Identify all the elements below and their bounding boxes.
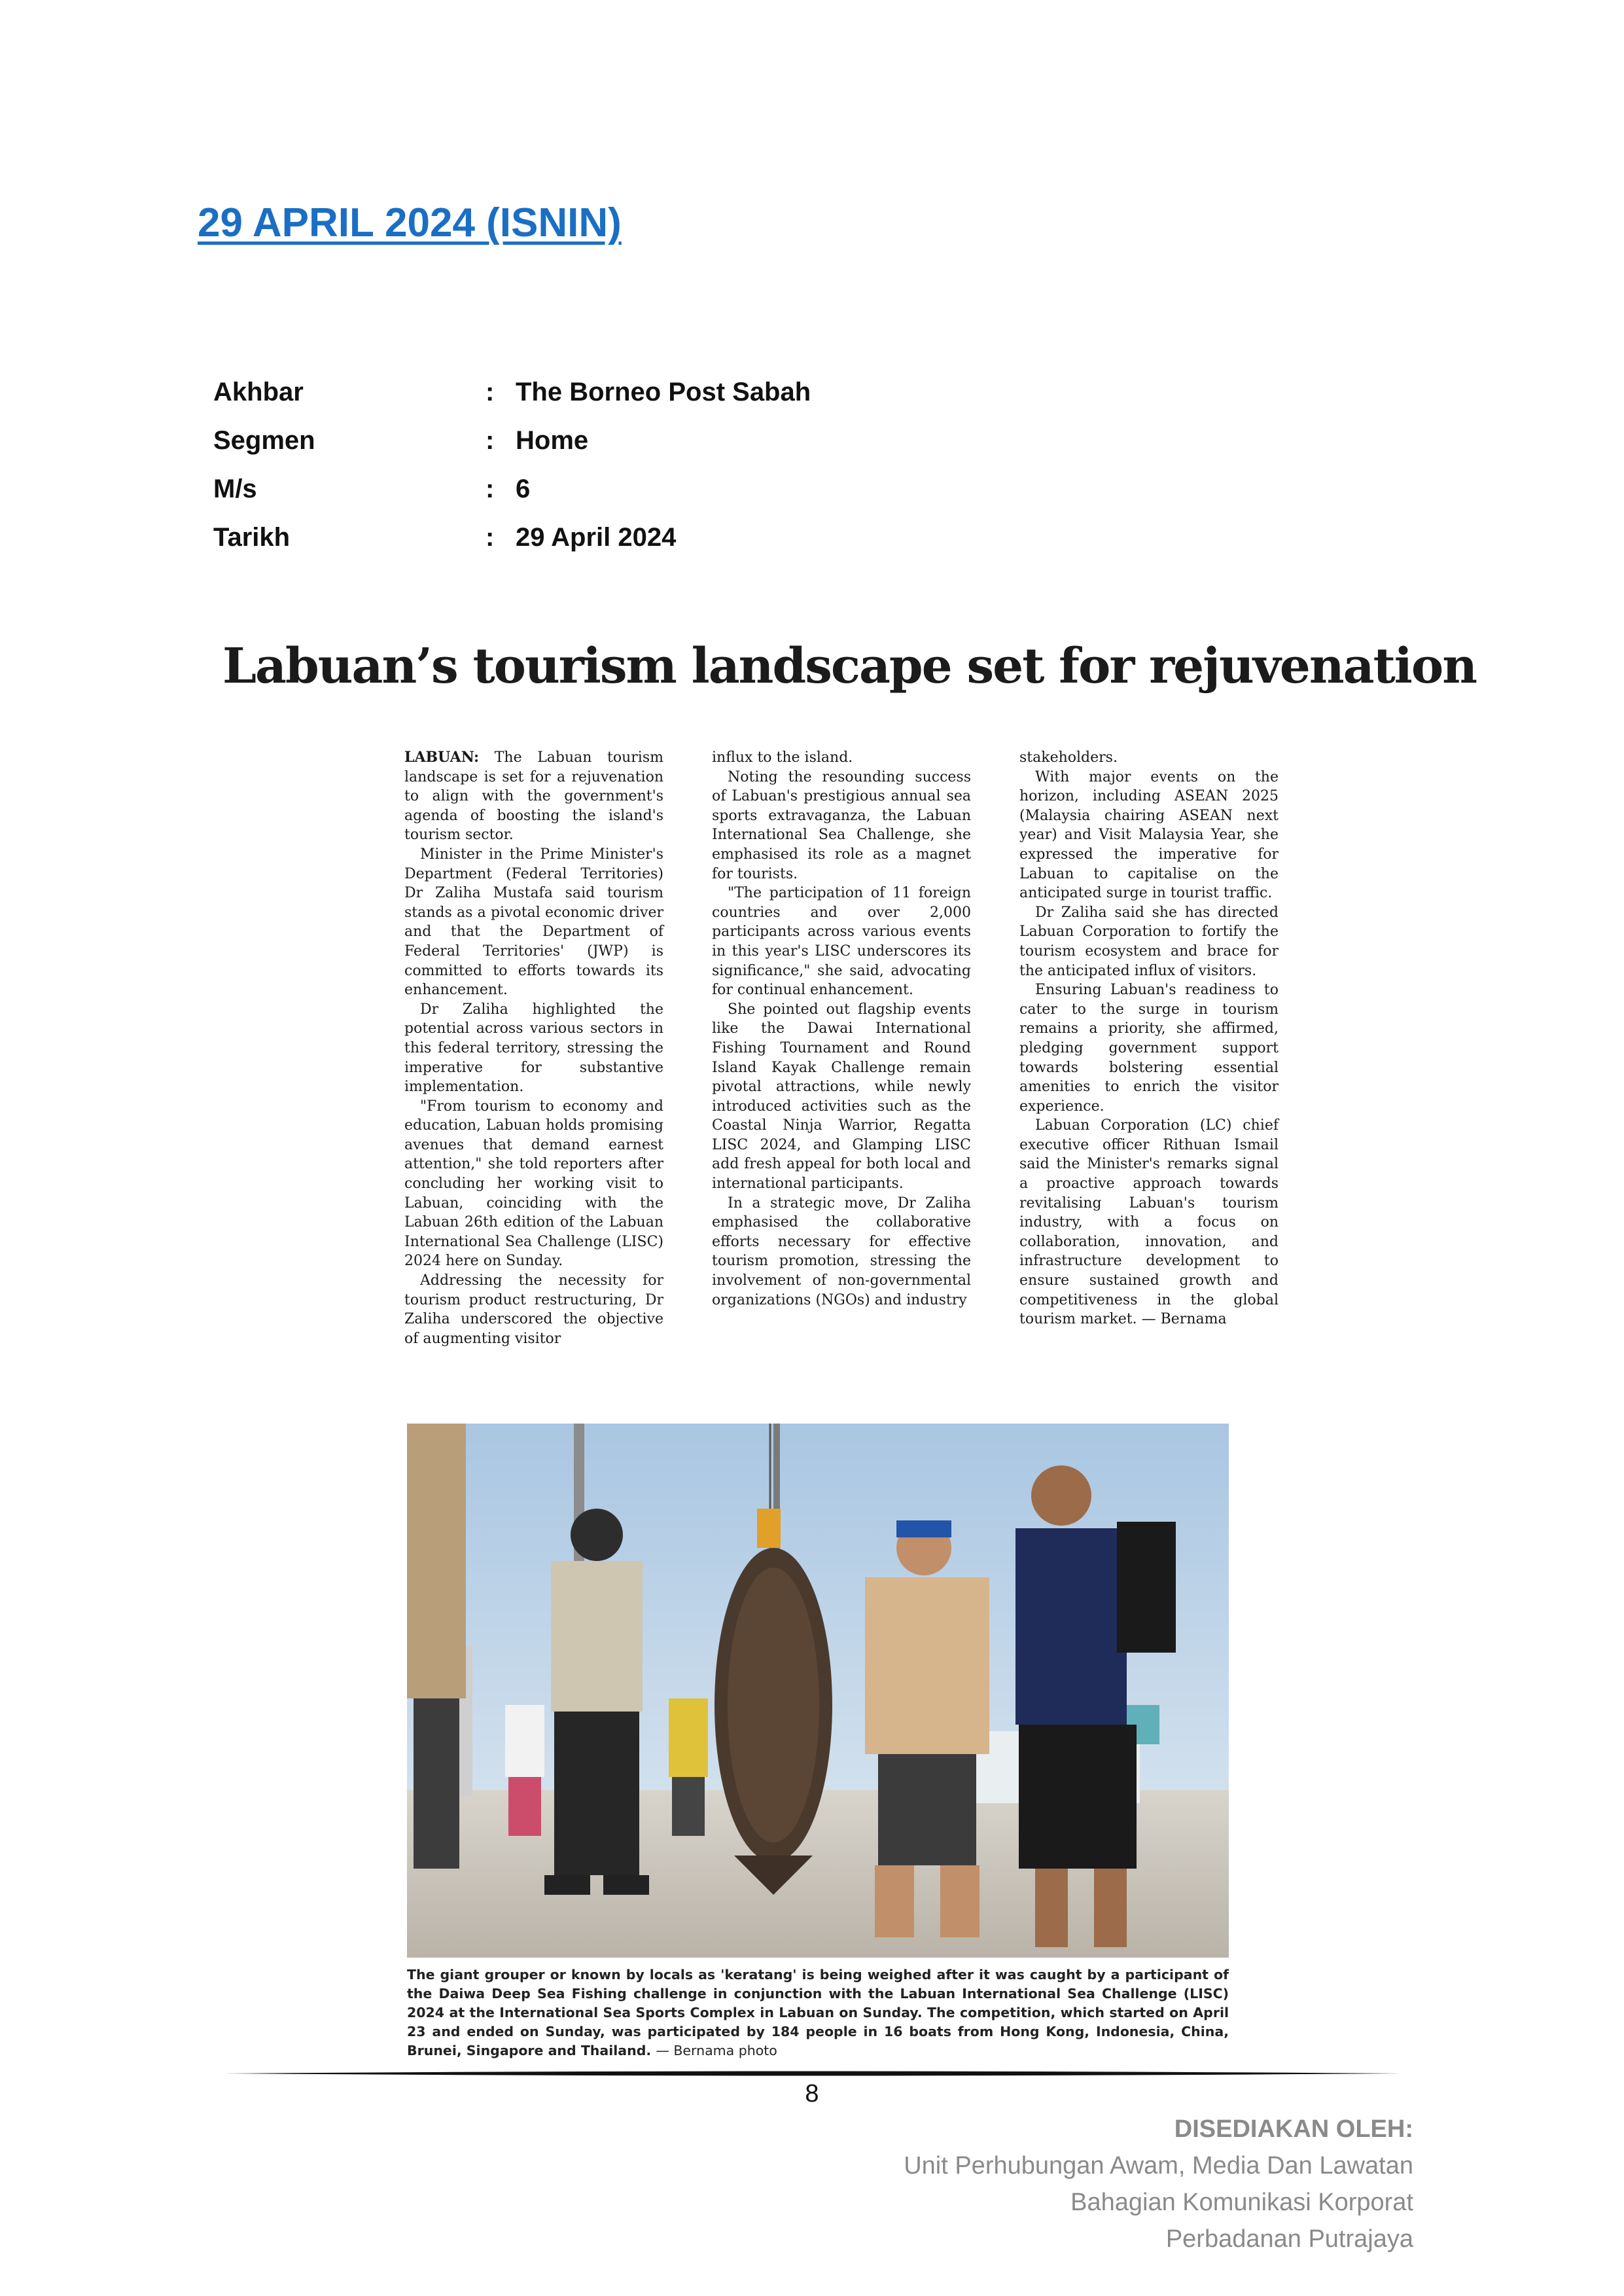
page-number: 8: [805, 2080, 819, 2108]
article-paragraph: In a strategic move, Dr Zaliha emphasised the collaborative efforts necessary for effective tourism promotion, stressing the involvement of non-governmental organizations (NGOs) and industry: [712, 1194, 971, 1308]
meta-value: 6: [516, 474, 531, 503]
article-paragraph: Ensuring Labuan's readiness to cater to the surge in tourism remains a priority, she affirmed, pledging government support towards bolstering essential amenities to enrich the visitor experience.: [1019, 982, 1279, 1115]
article-column-3: [1019, 748, 1279, 1348]
article-paragraph: Addressing the necessity for tourism product restructuring, Dr Zaliha underscored the objective of augmenting visitor: [404, 1272, 663, 1347]
article-body: [404, 748, 1279, 1348]
meta-row-newspaper: [213, 368, 811, 416]
meta-label: Akhbar: [213, 377, 304, 406]
meta-label: Segmen: [213, 425, 315, 455]
photo-caption: [407, 1965, 1229, 2060]
caption-text: The giant grouper or known by locals as 'keratang' is being weighed after it was caught by a participant of the Daiwa Deep Sea Fishing challenge in conjunction with the Labuan International Sea Challenge (LISC) 2024 at the International Sea Sports Complex in Labuan on Sunday. The competition, which started on April 23 and ended on Sunday, was participated by 184 people in 16 boats from Hong Kong, Indonesia, China, Brunei, Singapore and Thailand.: [407, 1967, 1229, 2058]
article-dateline: LABUAN:: [404, 749, 480, 766]
news-photo: [407, 1424, 1229, 1958]
article-paragraph: Dr Zaliha said she has directed Labuan Corporation to fortify the tourism ecosystem and brace for the anticipated influx of visitors.: [1019, 904, 1279, 979]
prepared-by-block: [904, 2111, 1413, 2257]
article-paragraph: Labuan Corporation (LC) chief executive officer Rithuan Ismail said the Minister's remarks signal a proactive approach towards revitalising Labuan's tourism industry, with a focus on collaboration, innovation, and infrastructure development to ensure sustained growth and competitiveness in the global tourism market. — Bernama: [1019, 1117, 1279, 1328]
meta-label: Tarikh: [213, 522, 291, 552]
article-paragraph: Noting the resounding success of Labuan's prestigious annual sea sports extravaganza, the Labuan International Sea Challenge, she emphasised its role as a magnet for tourists.: [712, 768, 971, 882]
meta-row-date: [213, 513, 811, 562]
meta-separator: :: [485, 425, 495, 455]
meta-value: 29 April 2024: [516, 522, 677, 552]
article-paragraph: LABUAN: The Labuan tourism landscape is set for a rejuvenation to align with the government's agenda of boosting the island's tourism sector.: [404, 749, 663, 844]
article-paragraph: With major events on the horizon, including ASEAN 2025 (Malaysia chairing ASEAN next year) and Visit Malaysia Year, she expressed the imperative for Labuan to capitalise on the anticipated surge in tourist traffic.: [1019, 768, 1279, 902]
meta-row-segment: [213, 416, 811, 465]
article-paragraph: "From tourism to economy and education, Labuan holds promising avenues that demand earnest attention," she told reporters after concluding her working visit to Labuan, coinciding with the Labuan 26th edition of the Labuan International Sea Challenge (LISC) 2024 here on Sunday.: [404, 1098, 663, 1270]
meta-label: M/s: [213, 474, 257, 503]
meta-row-page: [213, 465, 811, 513]
article-metadata: [213, 368, 811, 562]
newspaper-clipping: [222, 638, 1477, 2058]
meta-separator: :: [485, 522, 495, 552]
article-paragraph: She pointed out flagship events like the Dawai International Fishing Tournament and Round Island Kayak Challenge remain pivotal attractions, while newly introduced activities such as the Coastal Ninja Warrior, Regatta LISC 2024, and Glamping LISC add fresh appeal for both local and international participants.: [712, 1001, 971, 1193]
article-paragraph: stakeholders.: [1019, 749, 1118, 766]
article-headline: Labuan’s tourism landscape set for rejuvenation: [222, 638, 1477, 694]
footer-divider: [224, 2070, 1402, 2077]
article-paragraph: influx to the island.: [712, 749, 853, 766]
grouper-weighing-photo: [407, 1424, 1229, 1958]
photo-credit: — Bernama photo: [656, 2043, 777, 2058]
meta-separator: :: [485, 474, 495, 503]
prepared-by-division: Bahagian Komunikasi Korporat: [1070, 2189, 1413, 2216]
article-column-2: [712, 748, 971, 1348]
prepared-by-organisation: Perbadanan Putrajaya: [1165, 2225, 1413, 2253]
article-paragraph: Dr Zaliha highlighted the potential across various sectors in this federal territory, stressing the imperative for substantive implementation.: [404, 1001, 663, 1096]
article-paragraph: Minister in the Prime Minister's Department (Federal Territories) Dr Zaliha Mustafa said tourism stands as a pivotal economic driver and that the Department of Federal Territories' (JWP) is committed to efforts towards its enhancement.: [404, 846, 663, 999]
prepared-by-unit: Unit Perhubungan Awam, Media Dan Lawatan: [904, 2152, 1413, 2179]
date-heading: 29 APRIL 2024 (ISNIN): [198, 200, 622, 245]
prepared-by-label: DISEDIAKAN OLEH:: [1174, 2115, 1413, 2143]
meta-value: The Borneo Post Sabah: [516, 377, 811, 406]
article-column-1: [404, 748, 663, 1348]
meta-separator: :: [485, 377, 495, 406]
article-paragraph: "The participation of 11 foreign countries and over 2,000 participants across various events in this year's LISC underscores its significance," she said, advocating for continual enhancement.: [712, 885, 971, 999]
meta-value: Home: [516, 425, 589, 455]
